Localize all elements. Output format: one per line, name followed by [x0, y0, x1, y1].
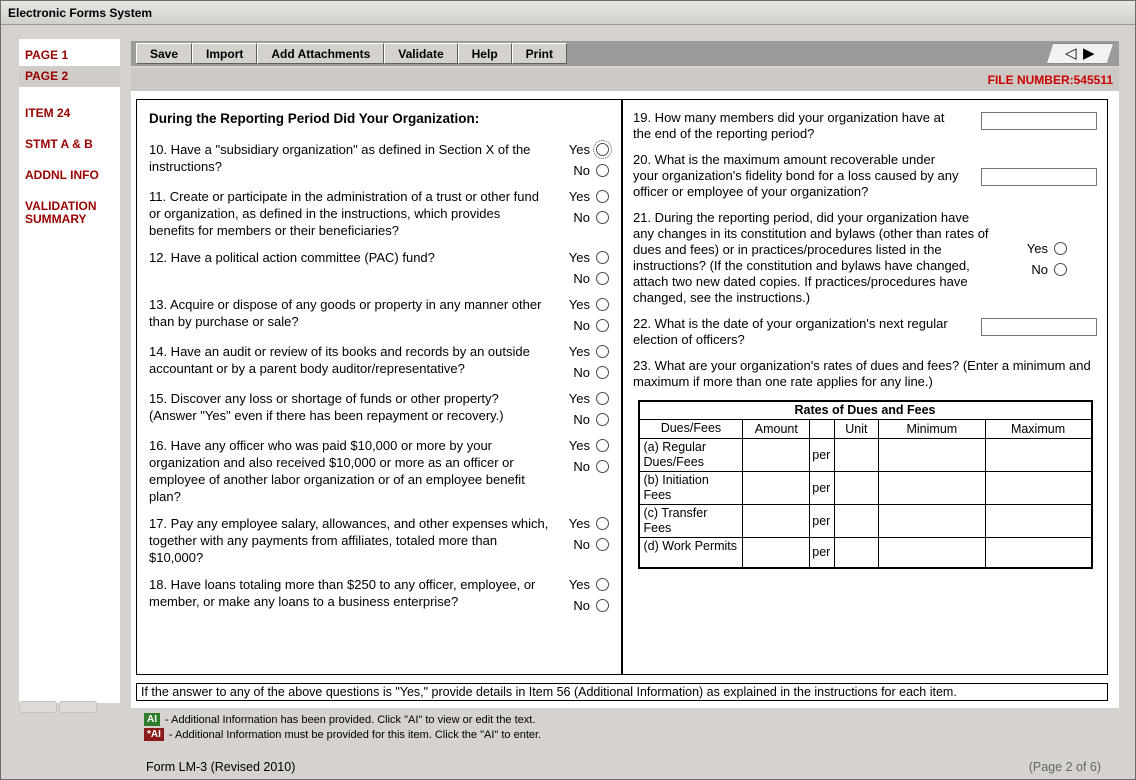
- question-13-text: 13. Acquire or dispose of any goods or property in any manner other than by purchase or sale?: [149, 297, 542, 329]
- title-bar: [1, 1, 1135, 25]
- transfer-minimum-cell[interactable]: [879, 504, 985, 537]
- yes-details-note: If the answer to any of the above questions is "Yes," provide details in Item 56 (Additional Information) as explained in the instructions for each item.: [136, 683, 1108, 701]
- regular-maximum-cell[interactable]: [985, 438, 1091, 471]
- question-22-text: 22. What is the date of your organization's next regular election of officers?: [633, 316, 948, 347]
- question-16-text: 16. Have any officer who was paid $10,000 or more by your organization and also received $10,000 or more as an officer or employee of another labor organization or of an employee benefit plan?: [149, 438, 525, 504]
- no-label: No: [573, 537, 590, 552]
- question-20-text: 20. What is the maximum amount recoverable under your organization's fidelity bond for a loss caused by any officer or employee of your organization?: [633, 152, 959, 199]
- q15-yes-option[interactable]: [569, 391, 609, 406]
- no-label: No: [1031, 261, 1048, 277]
- initiation-amount-cell[interactable]: [743, 471, 810, 504]
- yes-label: Yes: [568, 577, 590, 592]
- save-button[interactable]: Save: [136, 43, 192, 64]
- question-18-text: 18. Have loans totaling more than $250 to any officer, employee, or member, or make any loans to a business enterprise?: [149, 577, 536, 609]
- header-minimum: Minimum: [879, 419, 985, 438]
- ai-provided-legend: [144, 713, 541, 726]
- bottom-tab-stub-2: [59, 701, 97, 713]
- row-label: (c) Transfer Fees: [639, 504, 743, 537]
- row-label: (d) Work Permits: [639, 537, 743, 568]
- question-10: [149, 141, 609, 178]
- q13-yes-option[interactable]: [569, 297, 609, 312]
- no-label: No: [573, 163, 590, 178]
- q17-no-option[interactable]: [573, 537, 609, 552]
- q14-no-radio[interactable]: [596, 366, 609, 379]
- help-button[interactable]: Help: [458, 43, 512, 64]
- q11-yes-radio[interactable]: [596, 190, 609, 203]
- question-11: [149, 188, 609, 239]
- toolbar-buttons: [136, 43, 567, 64]
- work-permits-amount-cell[interactable]: [743, 537, 810, 568]
- form-revision-label: Form LM-3 (Revised 2010): [146, 760, 296, 774]
- page-indicator: (Page 2 of 6): [1028, 760, 1101, 774]
- q14-yes-option[interactable]: [569, 344, 609, 359]
- question-21-yes-no: [1011, 240, 1067, 277]
- q16-yes-option[interactable]: [569, 438, 609, 453]
- q13-no-option[interactable]: [573, 318, 609, 333]
- question-16-yes-no: [553, 437, 609, 474]
- q11-yes-option[interactable]: [569, 189, 609, 204]
- no-label: No: [573, 318, 590, 333]
- header-maximum: Maximum: [985, 419, 1091, 438]
- q10-no-radio[interactable]: [596, 164, 609, 177]
- regular-minimum-cell[interactable]: [879, 438, 985, 471]
- no-label: No: [573, 598, 590, 613]
- question-23-text: 23. What are your organization's rates of dues and fees? (Enter a minimum and maximum if more than one rate applies for any line.): [633, 358, 1091, 389]
- q19-members-input[interactable]: [981, 112, 1097, 130]
- transfer-unit-cell[interactable]: [834, 504, 879, 537]
- regular-unit-cell[interactable]: [834, 438, 879, 471]
- q11-no-option[interactable]: [573, 210, 609, 225]
- header-per: [810, 419, 834, 438]
- question-19-text: 19. How many members did your organization have at the end of the reporting period?: [633, 110, 945, 141]
- validate-button[interactable]: Validate: [384, 43, 457, 64]
- question-15-text: 15. Discover any loss or shortage of funds or other property? (Answer "Yes" even if there has been repayment or recovery.): [149, 391, 504, 423]
- sidebar-item-page2[interactable]: PAGE 2: [19, 66, 120, 87]
- q21-yes-option[interactable]: [1027, 241, 1067, 256]
- question-23: [633, 358, 1097, 390]
- page-navigation[interactable]: [1046, 43, 1115, 64]
- question-21: [633, 210, 1097, 306]
- q12-no-option[interactable]: [573, 271, 609, 286]
- question-12: [149, 249, 609, 286]
- q10-yes-option[interactable]: [569, 142, 609, 157]
- q11-no-radio[interactable]: [596, 211, 609, 224]
- yes-label: Yes: [568, 438, 590, 453]
- per-label: per: [810, 504, 834, 537]
- q15-yes-radio[interactable]: [596, 392, 609, 405]
- row-label: (b) Initiation Fees: [639, 471, 743, 504]
- question-17: [149, 515, 609, 566]
- question-21-text: 21. During the reporting period, did your organization have any changes in its constitution and bylaws (other than rates of dues and fees) or in practices/procedures listed in the instructions? (If the constitution and bylaws have changed, attach two new dated copies. If practices/procedures have changed, see the instructions.): [633, 210, 989, 305]
- ai-provided-text: - Additional Information has been provided. Click "AI" to view or edit the text.: [165, 713, 536, 726]
- q15-no-radio[interactable]: [596, 413, 609, 426]
- q22-election-date-input[interactable]: [981, 318, 1097, 336]
- yes-label: Yes: [568, 391, 590, 406]
- no-label: No: [573, 459, 590, 474]
- question-22: [633, 316, 1097, 348]
- per-label: per: [810, 438, 834, 471]
- sidebar-item-validation-summary[interactable]: VALIDATION SUMMARY: [25, 199, 97, 226]
- yes-label: Yes: [568, 250, 590, 265]
- q21-yes-radio[interactable]: [1054, 242, 1067, 255]
- window-title: Electronic Forms System: [8, 5, 153, 20]
- q12-yes-option[interactable]: [569, 250, 609, 265]
- initiation-maximum-cell[interactable]: [985, 471, 1091, 504]
- print-button[interactable]: Print: [512, 43, 567, 64]
- add-attachments-button[interactable]: Add Attachments: [257, 43, 384, 64]
- question-10-text: 10. Have a "subsidiary organization" as defined in Section X of the instructions?: [149, 142, 531, 174]
- q14-yes-radio[interactable]: [596, 345, 609, 358]
- toolbar: [131, 41, 1119, 66]
- no-label: No: [573, 271, 590, 286]
- q18-yes-radio[interactable]: [596, 578, 609, 591]
- question-19: [633, 110, 1097, 142]
- question-11-text: 11. Create or participate in the administration of a trust or other fund or organization, as defined in the instructions, which provides benefits for members or their beneficiaries?: [149, 189, 539, 238]
- sidebar: [19, 39, 120, 703]
- question-17-text: 17. Pay any employee salary, allowances, and other expenses which, together with any payments from affiliates, totaled more than $10,000?: [149, 516, 549, 565]
- q17-no-radio[interactable]: [596, 538, 609, 551]
- initiation-unit-cell[interactable]: [834, 471, 879, 504]
- work-permits-minimum-cell[interactable]: [879, 537, 985, 568]
- questions-10-18-box: [136, 99, 622, 675]
- ai-provided-icon: AI: [144, 713, 160, 726]
- yes-label: Yes: [568, 344, 590, 359]
- dues-row-work-permits: [639, 537, 1092, 568]
- yes-label: Yes: [568, 297, 590, 312]
- sidebar-item-item24[interactable]: ITEM 24: [25, 106, 71, 120]
- q21-no-option[interactable]: [1031, 262, 1067, 277]
- question-10-yes-no: [553, 141, 609, 178]
- q16-yes-radio[interactable]: [596, 439, 609, 452]
- dues-table-header-row: [639, 419, 1092, 438]
- question-18: [149, 576, 609, 613]
- yes-label: Yes: [1026, 240, 1048, 256]
- next-page-icon[interactable]: ▶: [1083, 45, 1095, 62]
- ai-legend: [144, 713, 541, 743]
- q17-yes-radio[interactable]: [596, 517, 609, 530]
- dues-table-title: Rates of Dues and Fees: [639, 401, 1092, 419]
- prev-page-icon[interactable]: ◁: [1065, 45, 1077, 62]
- q13-no-radio[interactable]: [596, 319, 609, 332]
- dues-row-regular: [639, 438, 1092, 471]
- q16-no-radio[interactable]: [596, 460, 609, 473]
- q12-no-radio[interactable]: [596, 272, 609, 285]
- yes-label: Yes: [568, 142, 590, 157]
- dues-row-initiation: [639, 471, 1092, 504]
- question-12-yes-no: [553, 249, 609, 286]
- question-16: [149, 437, 609, 505]
- file-number: FILE NUMBER:545511: [987, 72, 1113, 87]
- questions-19-23-box: [622, 99, 1108, 675]
- section-header: During the Reporting Period Did Your Organization:: [149, 111, 480, 126]
- q21-no-radio[interactable]: [1054, 263, 1067, 276]
- no-label: No: [573, 412, 590, 427]
- question-18-yes-no: [553, 576, 609, 613]
- ai-required-legend: [144, 728, 541, 741]
- q18-no-option[interactable]: [573, 598, 609, 613]
- question-20: [633, 152, 1097, 200]
- row-label: (a) Regular Dues/Fees: [639, 438, 743, 471]
- question-15-yes-no: [553, 390, 609, 427]
- transfer-amount-cell[interactable]: [743, 504, 810, 537]
- bottom-tab-stub-1: [19, 701, 57, 713]
- yes-label: Yes: [568, 516, 590, 531]
- transfer-maximum-cell[interactable]: [985, 504, 1091, 537]
- q16-no-option[interactable]: [573, 459, 609, 474]
- initiation-minimum-cell[interactable]: [879, 471, 985, 504]
- q12-yes-radio[interactable]: [596, 251, 609, 264]
- sidebar-item-page1[interactable]: PAGE 1: [25, 48, 69, 62]
- q13-yes-radio[interactable]: [596, 298, 609, 311]
- question-17-yes-no: [553, 515, 609, 552]
- question-15: [149, 390, 609, 427]
- regular-amount-cell[interactable]: [743, 438, 810, 471]
- sidebar-item-stmt-a-b[interactable]: STMT A & B: [25, 137, 93, 151]
- per-label: per: [810, 537, 834, 568]
- q10-yes-radio[interactable]: [596, 143, 609, 156]
- work-permits-unit-cell[interactable]: [834, 537, 879, 568]
- yes-label: Yes: [568, 189, 590, 204]
- sidebar-item-addnl-info[interactable]: ADDNL INFO: [25, 168, 99, 182]
- dues-fees-table: [638, 400, 1093, 569]
- header-unit: Unit: [834, 419, 879, 438]
- form-page-panel: [131, 91, 1119, 708]
- import-button[interactable]: Import: [192, 43, 257, 64]
- header-dues-fees: Dues/Fees: [639, 419, 743, 438]
- question-12-text: 12. Have a political action committee (PAC) fund?: [149, 250, 435, 265]
- q20-fidelity-bond-input[interactable]: [981, 168, 1097, 186]
- header-amount: Amount: [743, 419, 810, 438]
- q10-no-option[interactable]: [573, 163, 609, 178]
- question-14-text: 14. Have an audit or review of its books and records by an outside accountant or by a parent body auditor/representative?: [149, 344, 530, 376]
- q18-yes-option[interactable]: [569, 577, 609, 592]
- question-13-yes-no: [553, 296, 609, 333]
- no-label: No: [573, 210, 590, 225]
- per-label: per: [810, 471, 834, 504]
- question-14-yes-no: [553, 343, 609, 380]
- ai-required-text: - Additional Information must be provided for this item. Click the "AI" to enter.: [168, 728, 542, 741]
- q14-no-option[interactable]: [573, 365, 609, 380]
- no-label: No: [573, 365, 590, 380]
- question-11-yes-no: [553, 188, 609, 225]
- file-number-strip: [131, 68, 1119, 91]
- q17-yes-option[interactable]: [569, 516, 609, 531]
- work-permits-maximum-cell[interactable]: [985, 537, 1091, 568]
- question-13: [149, 296, 609, 333]
- question-14: [149, 343, 609, 380]
- ai-required-icon: *AI: [144, 728, 164, 741]
- dues-row-transfer: [639, 504, 1092, 537]
- q18-no-radio[interactable]: [596, 599, 609, 612]
- q15-no-option[interactable]: [573, 412, 609, 427]
